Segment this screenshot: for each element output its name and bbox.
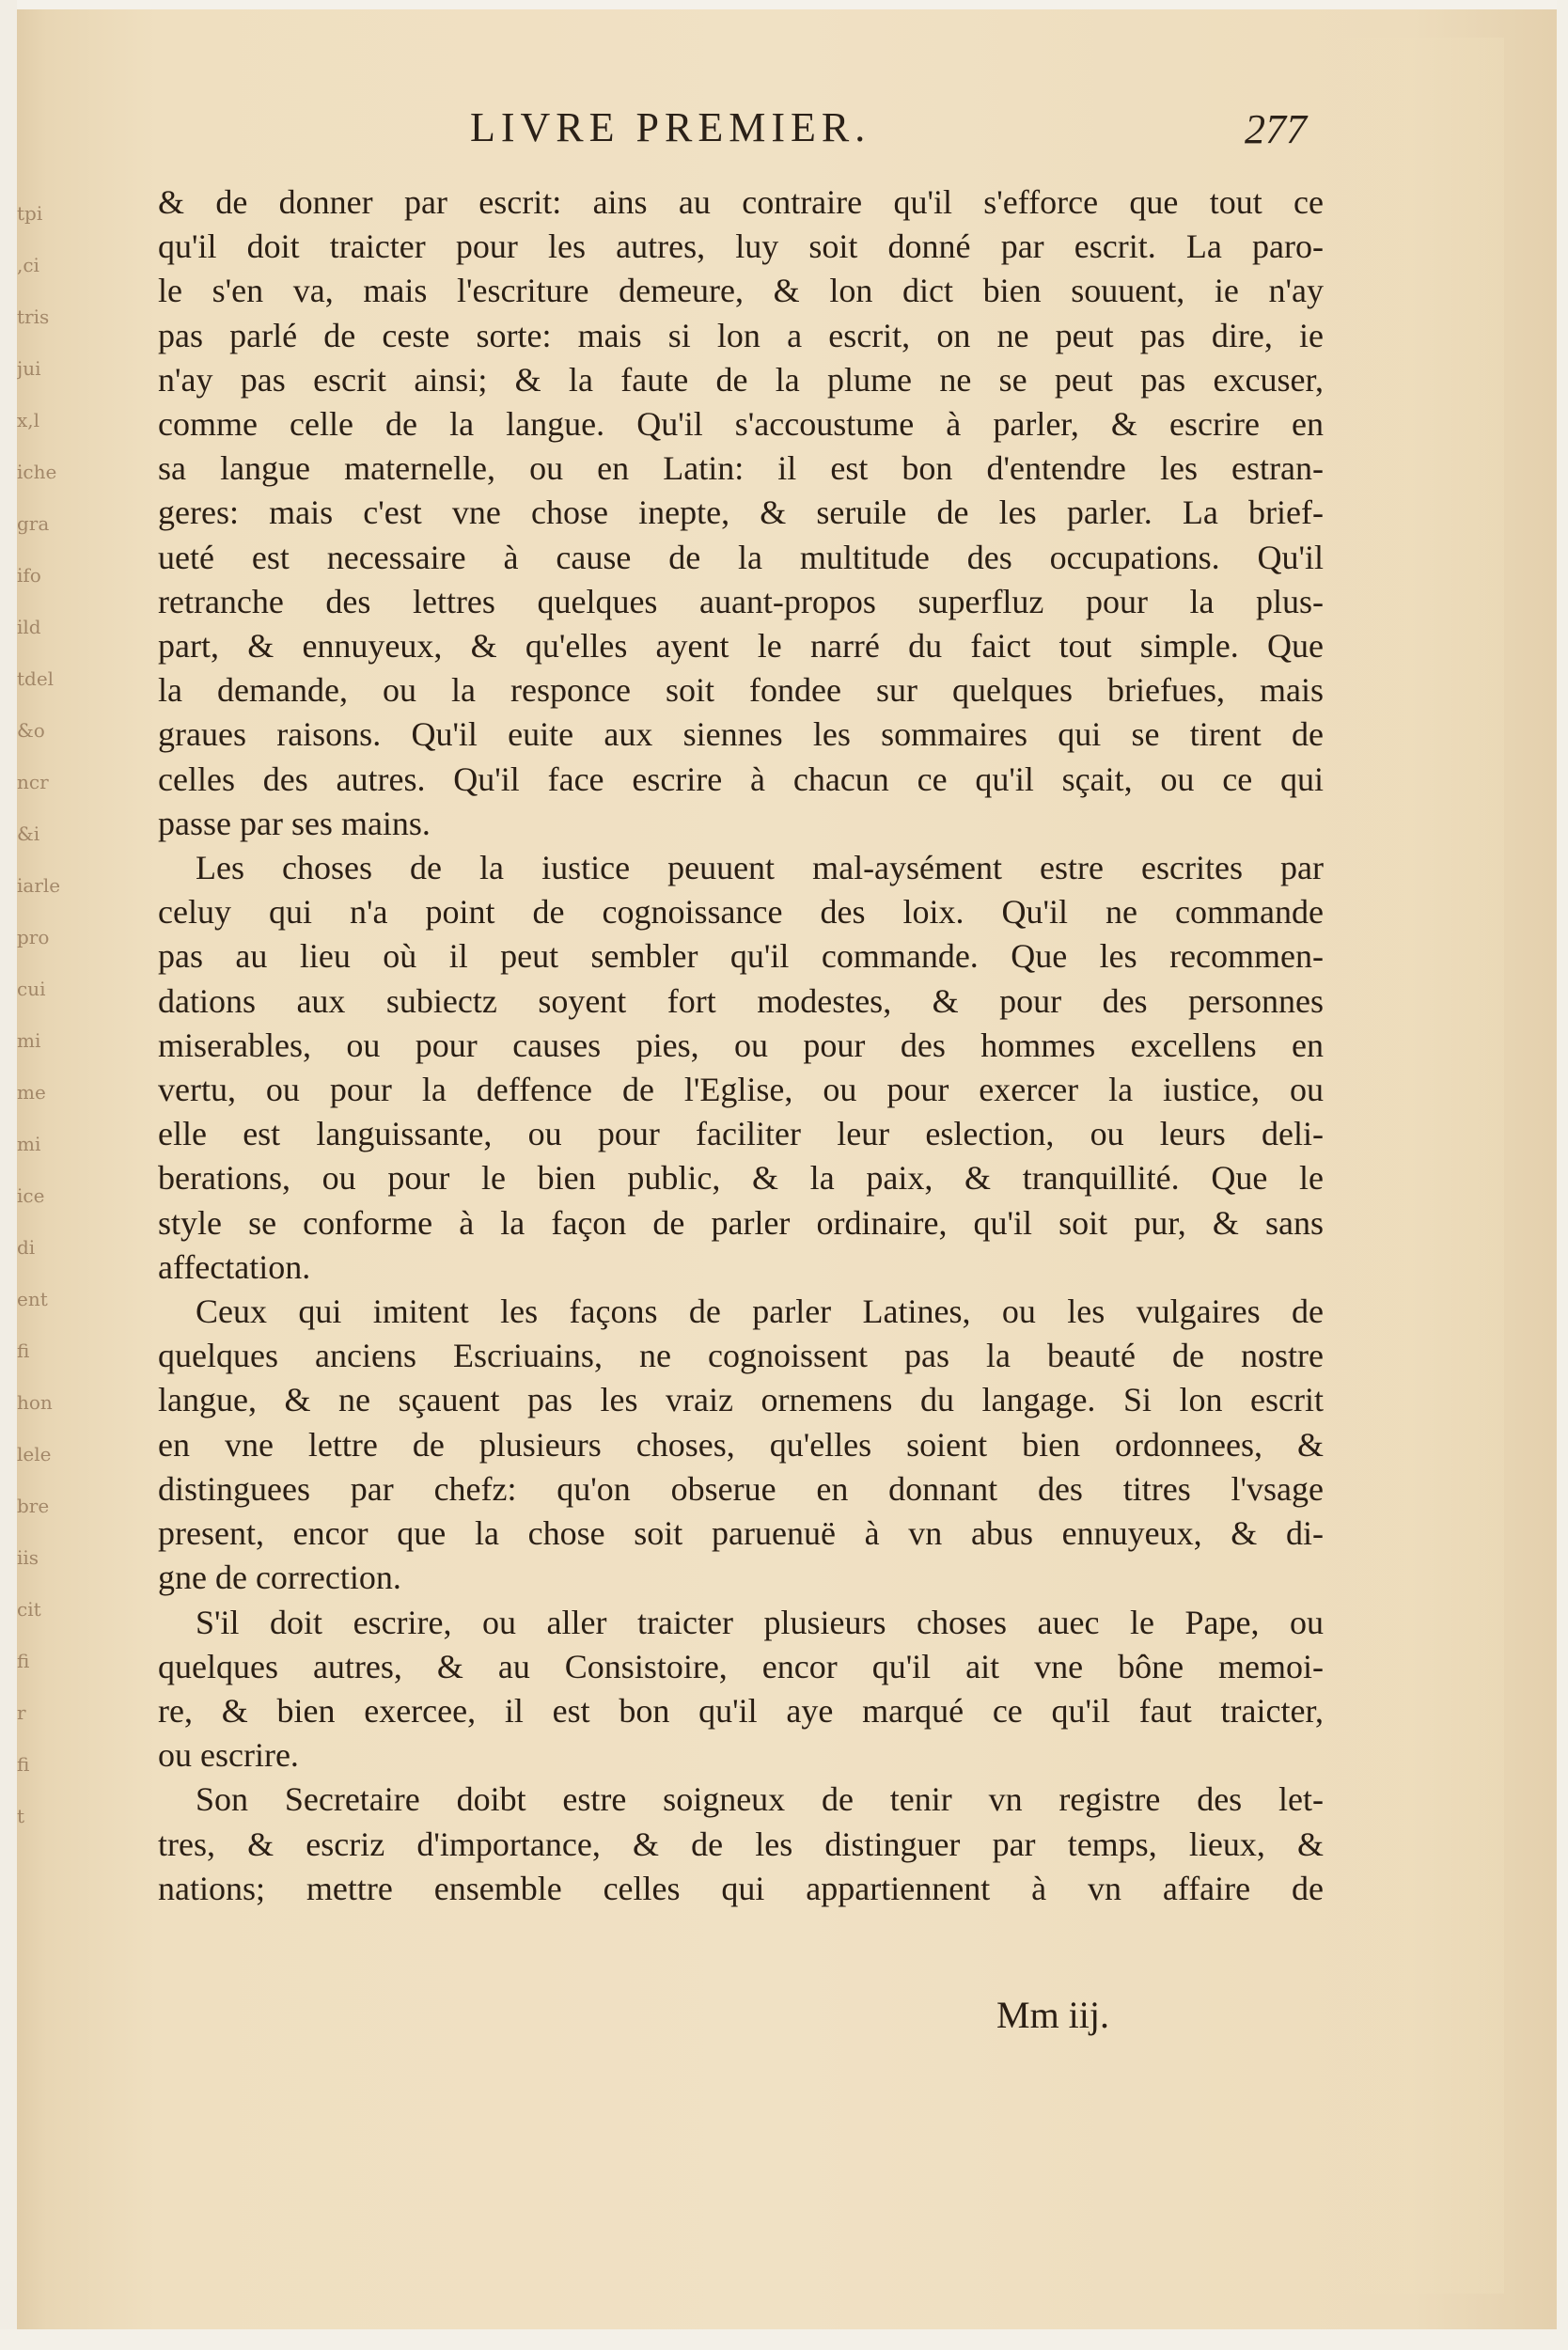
- page-header: [367, 103, 1307, 169]
- text-line: quelques anciens Escriuains, ne cognoissent pas la beauté de nostre: [158, 1337, 1324, 1375]
- bleed-fragment: hon: [17, 1391, 53, 1414]
- bleed-fragment: ice: [17, 1184, 45, 1207]
- text-line: graues raisons. Qu'il euite aux siennes les sommaires qui se tirent de: [158, 715, 1324, 754]
- text-line: celuy qui n'a point de cognoissance des loix. Qu'il ne commande: [158, 893, 1324, 932]
- page-number: 277: [1245, 106, 1307, 152]
- bleed-fragment: cit: [17, 1598, 41, 1621]
- bleed-fragment: t: [17, 1805, 25, 1827]
- text-line: n'ay pas escrit ainsi; & la faute de la plume ne se peut pas excuser,: [158, 360, 1324, 399]
- text-line: miserables, ou pour causes pies, ou pour des hommes excellens en: [158, 1026, 1324, 1064]
- text-line: passe par ses mains.: [158, 804, 431, 842]
- bleed-fragment: ,ci: [17, 254, 39, 276]
- text-line: sa langue maternelle, ou en Latin: il est bon d'entendre les estran-: [158, 449, 1324, 488]
- text-line: re, & bien exercee, il est bon qu'il aye marqué ce qu'il faut traicter,: [158, 1691, 1324, 1730]
- text-line: dations aux subiectz soyent fort modestes, & pour des personnes: [158, 981, 1324, 1020]
- running-head: LIVRE PREMIER.: [470, 104, 871, 150]
- bleed-fragment: iche: [17, 461, 57, 483]
- bleed-fragment: jui: [17, 357, 41, 380]
- bleed-fragment: fi: [17, 1753, 30, 1776]
- text-line: celles des autres. Qu'il face escrire à chacun ce qu'il sçait, ou ce qui: [158, 760, 1324, 798]
- text-line: ou escrire.: [158, 1736, 299, 1775]
- bleed-fragment: iarle: [17, 874, 61, 897]
- bleed-fragment: mi: [17, 1133, 41, 1155]
- text-line: quelques autres, & au Consistoire, encor qu'il ait vne bône memoi-: [158, 1647, 1324, 1685]
- bleed-fragment: fi: [17, 1650, 30, 1672]
- bleed-fragment: ncr: [17, 771, 49, 793]
- text-line: affectation.: [158, 1247, 311, 1286]
- paper-stain: [1335, 38, 1504, 2294]
- bleed-fragment: pro: [17, 926, 50, 948]
- text-line: distinguees par chefz: qu'on obserue en donnant des titres l'vsage: [158, 1469, 1324, 1508]
- scan-margin-bottom: [0, 2329, 1568, 2350]
- text-line: Son Secretaire doibt estre soigneux de tenir vn registre des let-: [196, 1780, 1324, 1819]
- bleed-fragment: tpi: [17, 202, 43, 225]
- bleed-fragment: cui: [17, 978, 46, 1000]
- text-line: qu'il doit traicter pour les autres, luy soit donné par escrit. La paro-: [158, 227, 1324, 266]
- bleed-fragment: ild: [17, 616, 41, 638]
- bleed-fragment: tdel: [17, 667, 55, 690]
- text-line: la demande, ou la responce soit fondee sur quelques briefues, mais: [158, 671, 1324, 710]
- bleed-fragment: iis: [17, 1546, 39, 1569]
- bleed-fragment: gra: [17, 512, 50, 535]
- text-line: present, encor que la chose soit paruenuë à vn abus ennuyeux, & di-: [158, 1514, 1324, 1553]
- text-line: ueté est necessaire à cause de la multitude des occupations. Qu'il: [158, 538, 1324, 576]
- text-line: berations, ou pour le bien public, & la paix, & tranquillité. Que le: [158, 1159, 1324, 1198]
- bleed-fragment: me: [17, 1081, 46, 1104]
- text-line: comme celle de la langue. Qu'il s'accoustume à parler, & escrire en: [158, 405, 1324, 444]
- text-line: vertu, ou pour la deffence de l'Eglise, ou pour exercer la iustice, ou: [158, 1071, 1324, 1109]
- body-text: [158, 180, 1324, 1911]
- text-line: gne de correction.: [158, 1559, 401, 1597]
- bleed-fragment: ifo: [17, 564, 41, 587]
- bleed-fragment: tris: [17, 306, 50, 328]
- text-line: pas parlé de ceste sorte: mais si lon a escrit, on ne peut pas dire, ie: [158, 316, 1324, 354]
- scan-margin-left: [0, 0, 17, 2350]
- text-line: Ceux qui imitent les façons de parler Latines, ou les vulgaires de: [196, 1292, 1324, 1331]
- scan-margin-top: [0, 0, 1568, 9]
- text-line: elle est languissante, ou pour faciliter leur eslection, ou leurs deli-: [158, 1115, 1324, 1153]
- text-line: Les choses de la iustice peuuent mal-aysément estre escrites par: [196, 849, 1324, 887]
- text-line: nations; mettre ensemble celles qui appartiennent à vn affaire de: [158, 1869, 1324, 1907]
- text-line: langue, & ne sçauent pas les vraiz ornemens du langage. Si lon escrit: [158, 1381, 1324, 1419]
- text-line: S'il doit escrire, ou aller traicter plusieurs choses auec le Pape, ou: [196, 1603, 1324, 1641]
- bleed-fragment: ent: [17, 1288, 48, 1310]
- scan-margin-right: [1557, 0, 1568, 2350]
- text-line: geres: mais c'est vne chose inepte, & seruile de les parler. La brief-: [158, 494, 1324, 532]
- bleed-fragment: &i: [17, 822, 40, 845]
- bleed-fragment: mi: [17, 1029, 41, 1052]
- bleed-fragment: di: [17, 1236, 36, 1259]
- text-line: le s'en va, mais l'escriture demeure, & lon dict bien souuent, ie n'ay: [158, 272, 1324, 310]
- bleed-fragment: lele: [17, 1443, 52, 1465]
- bleed-fragment: r: [17, 1701, 26, 1724]
- text-line: en vne lettre de plusieurs choses, qu'elles soient bien ordonnees, &: [158, 1425, 1324, 1464]
- bleed-through-margin: [17, 188, 83, 2312]
- text-line: & de donner par escrit: ains au contraire qu'il s'efforce que tout ce: [158, 183, 1324, 221]
- bleed-fragment: &o: [17, 719, 45, 742]
- text-line: part, & ennuyeux, & qu'elles ayent le narré du faict tout simple. Que: [158, 627, 1324, 666]
- bleed-fragment: bre: [17, 1495, 50, 1517]
- text-line: style se conforme à la façon de parler ordinaire, qu'il soit pur, & sans: [158, 1203, 1324, 1242]
- bleed-fragment: fi: [17, 1340, 30, 1362]
- text-line: pas au lieu où il peut sembler qu'il commande. Que les recommen-: [158, 937, 1324, 976]
- text-line: tres, & escriz d'importance, & de les distinguer par temps, lieux, &: [158, 1825, 1324, 1863]
- text-line: retranche des lettres quelques auant-propos superfluz pour la plus-: [158, 582, 1324, 620]
- bleed-fragment: x,l: [17, 409, 40, 431]
- signature-mark: Mm iij.: [996, 1994, 1110, 2036]
